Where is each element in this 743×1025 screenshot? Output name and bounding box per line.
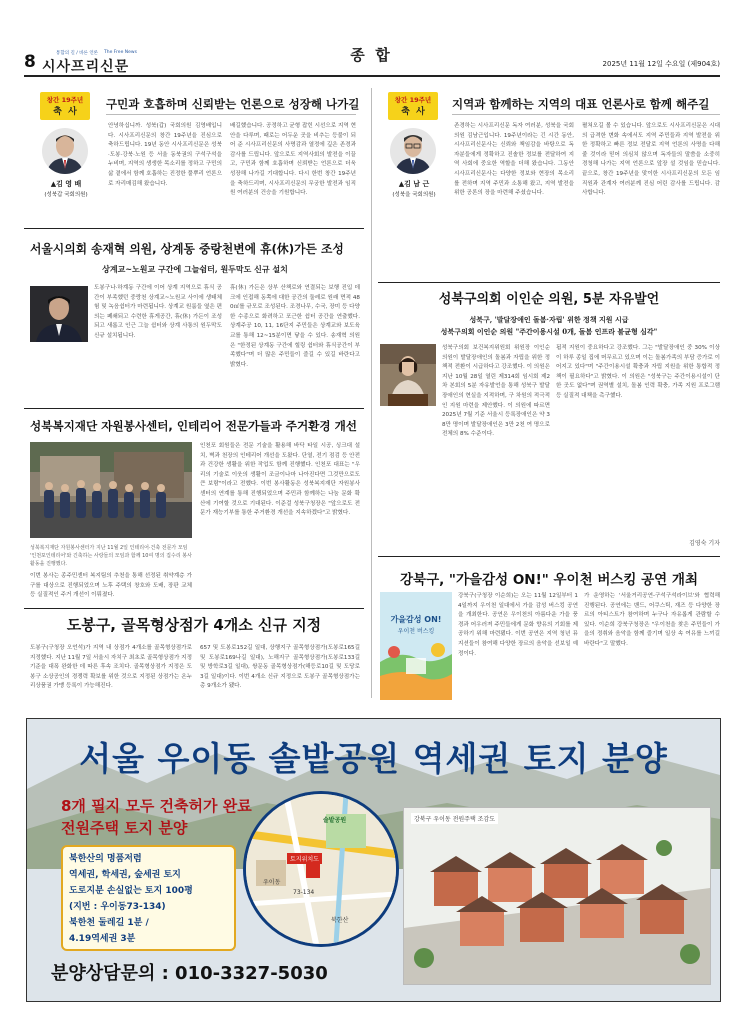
article5-title: 강북구, "가을감성 ON!" 우이천 버스킹 공연 개최 [399, 572, 699, 588]
date-line: 2025년 11월 12일 수요일 (제904호) [602, 60, 720, 68]
article5-col2: 가 운영하는 '서울거리공연-구석구석라이브'와 협력해 진행된다. 공연에는 밴드, 어쿠스틱, 재즈 등 다양한 장르의 아티스트가 참여하며 누구나 자유롭게 관람할 수 있다. 이순희 강북구청장은 "우이천을 찾은 주민들이 가을의 정취와 음악을 함께 즐기며 일상 속 여유를 느끼길 바란다"고 말했다. [584, 593, 720, 647]
person-name-1: ▲김 영 배 [50, 180, 82, 188]
article1-title: 서울시의회 송재혁 의원, 상계동 중랑천변에 휴(休)가든 조성 [30, 242, 344, 256]
page-number: 8 [24, 52, 36, 72]
article5-col1: 강북구(구청장 이순희)는 오는 11월 12일부터 14일까지 우이천 일대에서 가을 감성 버스킹 공연을 개최한다. 공연은 우이천의 아름다운 가을 풍경과 어우러져 주민들에게 문화 향유의 기회를 제공하기 위해 마련됐다. 이번 공연은 지역 청년 뮤지션들이 참여해 다양한 장르의 음악을 선보일 예정이다. [458, 593, 578, 657]
article2-subtitle1: 성북구, '발달장애인 돌봄·자립' 위한 정책 지원 시급 [469, 315, 629, 324]
divider [378, 556, 720, 557]
ad-bullet: 역세권, 학세권, 숲세권 토지 [69, 870, 181, 880]
badge-bottom: 축 사 [53, 107, 77, 117]
article4-col2: 657 및 도봉로152길 일대, 상행지구 골목형상점가(도봉로165길 및 도봉로169나길 일대), 노해지구 골목형상점가(도봉로133길 및 방학로3길 일대), 쌍문동 골목형상점가(해등로10길 및 도당로3길 일대)이다. 이번 4개소 신규 지정으로 도봉구 골목형상점가는 총 9개소가 됐다. [200, 645, 360, 690]
congrats-title-2: 지역과 함께하는 지역의 대표 언론사로 함께 해주길 [452, 97, 710, 111]
ad-bullet: 도로지분 손실없는 토지 100평 [69, 886, 193, 896]
article3-photo [30, 442, 192, 538]
poster-sub: 우이천 버스킹 [397, 628, 435, 635]
article2-col2: 됩적 지원이 중요하다고 강조했다. 그는 "발달장애인 중 30% 이상이 하루 종일 집에 머무르고 있으며 이는 돌봄가족의 부담 증가로 이어지고 있다"며 "주간이용시설 확충과 자립 지원을 위한 통합적 정책이 필요하다"고 밝혔다. 이 의원은 "성북구는 주간이용시설이 단 한 곳도 없다"며 권역별 설치, 돌봄 인력 확충, 가족 지원 프로그램 등 실질적 대책을 촉구했다. [556, 345, 720, 399]
congrats2-col2: 펼쳐오길 볼 수 있습니다. 앞으로도 시사프리신문은 시대의 급격한 변화 속에서도 지역 주민들과 지역 발전을 위한 정확하고 빠른 정보 전달로 지역 언론의 사명을 다해 줄 것이라 믿어 의심치 않으며 독자들의 말씀을 소중히 경청해 나가는 지역 언론으로 앞장 설 것임을 믿습니다. 끝으로, 창간 19주년을 맞이한 시사프리신문의 모든 임직원과 관계자 여러분께 진심 어린 감사를 드립니다. 감사합니다. [582, 123, 720, 197]
masthead-en: The Free News [104, 50, 137, 55]
article4-col1: 도봉구(구청장 오언석)가 지역 내 상점가 4개소를 골목형상점가로 지정했다. 지난 11월 7일 서울시 자치구 최초로 골목형상점가 지정 기준을 대폭 완화한 데 따른 후속 조치다. 골목형상점가 지정은 도봉구 소상공인의 경쟁력 확보를 위한 것으로 지정된 상점가는 온누리상품권 가맹 등록이 가능해진다. [30, 645, 192, 690]
column-separator [371, 88, 372, 698]
ad-map-tag: 우이동 [263, 879, 281, 886]
ad-render-label: 강북구 우이동 전원주택 조감도 [411, 813, 498, 824]
ad-map-label: 토지위치도 [287, 853, 322, 864]
ad-bullet: 북한천 둘레길 1분 / [69, 918, 149, 928]
ad-line2: 전원주택 토지 분양 [61, 819, 188, 837]
divider [452, 114, 720, 115]
badge-top: 창간 19주년 [46, 96, 84, 104]
section-title: 종 합 [350, 46, 390, 64]
ad-bullet: 4.19역세권 3분 [69, 934, 136, 944]
congrats-badge-1 [40, 92, 90, 120]
ad-bullet-box [61, 845, 236, 951]
ad-map-tag: 솔밭공원 [323, 817, 347, 824]
article3-caption: 성북복지재단 자원봉사센터가 지난 11월 2일 인테리어·건축 전문가 모임 '인천포인테리어'와 긴축하는 사랑들의 모임과 함께 10여 명의 집수리 봉사활동을 진행했다. [30, 545, 192, 567]
ad-map [243, 791, 399, 947]
divider [24, 228, 364, 229]
badge-bottom: 축 사 [401, 107, 425, 117]
ad-title: 서울 우이동 솔밭공원 역세권 토지 분양 [79, 739, 668, 778]
masthead-logo [42, 50, 152, 74]
congrats-title-1: 구민과 호흡하며 신뢰받는 언론으로 성장해 나가길 [106, 97, 360, 111]
article5-poster [380, 592, 452, 700]
divider [24, 408, 364, 409]
article3-title: 성북복지재단 자원봉사센터, 인테리어 전문가들과 주거환경 개선 [30, 419, 357, 433]
article2-title: 성북구의회 이인순 의원, 5분 자유발언 [438, 292, 660, 307]
article3-col1: 이번 봉사는 종주민센터 복지팀의 추천을 통해 선정된 취약계층 가구를 대상으로 진행되었으며 노후 주택의 창호와 도배, 장판 교체 등 실질적인 주거 개선이 이뤄졌다. [30, 573, 192, 599]
ad-line1: 8개 필지 모두 건축허가 완료 [61, 797, 252, 815]
article2-byline: 김영숙 기자 [689, 540, 720, 547]
divider [378, 282, 720, 283]
masthead-title: 시사프리신문 [42, 59, 130, 75]
person-role-2: (성북을 국회의원) [392, 192, 436, 198]
ad-phone: 분양상담문의 : 010-3327-5030 [51, 963, 328, 984]
article3-col2: 인천포 회원들은 전문 기술을 활용해 바닥 타일 시공, 싱크대 설치, 벽과 천장의 인테리어 개선을 도왔다. 단열, 전기 점검 등 안전과 건강한 생활을 위한 작업도 함께 진행했다. 인천포 대표는 "우리의 기술로 이웃의 생활이 조금이나마 나아진다면 그것만으로도 큰 보람"이라고 전했다. 이번 봉사활동은 성북복지재단 자원봉사센터의 연계를 통해 진행되었으며 주민과 함께하는 나눔 문화 확산에 기여할 것으로 기대된다. 이준걸 성북구청장은 "앞으로도 전문가 재능기부를 통한 주거환경 개선을 지속하겠다"고 밝혔다. [200, 443, 360, 517]
article1-photo [30, 286, 88, 342]
article1-col1: 도봉구나·하계동 구간에 이어 상계 지역으로 휴식 공간이 부족했던 중랑천 상계교~노원교 사이에 생태체험 및 녹음쉼터가 마련됩니다. 상계교 원룸들 옆은 편의는 폐쇄되고 수련한 휴게공간, 휴(休) 가든이 조성되고 새롭고 인근 그늘 쉼터와 상계 사통의 원두막도 신규 설치됩니다. [94, 285, 222, 339]
portrait-kim-namgeun [390, 128, 436, 174]
divider [106, 114, 356, 115]
congrats1-col2: 배길했습니다. 공정하고 균형 잡힌 시선으로 지역 현안을 다루며, 때로는 어두운 곳을 비추는 등불이 되어 준 시사프리신문의 사명감과 열정에 깊은 존경과 감사를 드립니다. 앞으로도 지역사회의 발전을 이끌고, 구민과 함께 호흡하며 신뢰받는 언론으로 더욱 성장해 나가길 기대합니다. 다시 한번 창간 19주년을 축하드리며, 시사프리신문의 무궁한 발전과 임직원 여러분의 건승을 기원합니다. [230, 123, 356, 197]
ad-map-tag: 북한산 [331, 917, 349, 924]
ad-bullet: 북한산의 명품저렴 [69, 854, 142, 864]
article2-subtitle2: 성북구의회 이인순 의원 "주간이용시설 0개, 돌봄 인프라 불균형 심각" [440, 327, 658, 336]
portrait-kim-youngbae [42, 128, 88, 174]
congrats2-col1: 존경하는 시사프리신문 독자 여러분, 성북을 국회의원 김남근입니다. 19주년이라는 긴 시간 동안, 시사프리신문사는 신뢰와 책임감을 바탕으로 독자분들에게 정확하고 진솔한 정보를 전달하여 지역 사회에 중요한 역할을 더해 왔습니다. 그동안 시사프리신문사는 다양한 정보와 현장의 목소리를 전하며 지역 주민과 소통해 왔고, 지역 발전을 위한 공론의 장을 마련해 주셨습니다. [454, 123, 574, 197]
real-estate-ad [26, 718, 721, 1002]
ad-map-tag: 73-134 [293, 889, 315, 896]
masthead-tag: 통합의 길 / 바른 언론 [56, 51, 99, 56]
ad-bullet: (지번 : 우이동73-134) [69, 902, 166, 912]
article1-col2: 휴(休) 가든은 상부 산책로와 연결되는 보행 진입 데크에 인접해 동쪽에 대한 공간의 둘레로 원래 면적 480㎡를 규모로 조성된다. 조경나무, 수국, 장미 등 다양한 수종으로 화려하고 포근한 쉼터 공간을 연출했다. 상계주공 10, 11, 16단지 주민들은 상계교와 보도육교를 통해 12~15분이면 닿을 수 있다. 송재혁 의원은 "한정된 상계동 구간에 힐링 쉼터와 휴식공간이 부족했다"며 더 많은 주민들이 즐길 수 있길 바란다고 밝혔다. [230, 285, 360, 368]
article2-col1: 성북구의회 보건복지위원회 위원장 이인순 의원이 발달장애인의 돌봄과 자립을 위한 정책적 전환이 시급하다고 강조했다. 이 의원은 지난 10월 28일 열린 제314회 임시회 제2차 본회의 5분 자유발언을 통해 성북구 발달장애인의 현실을 지적하며, 구 차원의 적극적인 지원 마련을 제안했다. 이 의원에 따르면 2025년 7월 기준 서울시 등록장애인은 약 38만 명이며 발달장애인은 3만 2천 여 명으로 전체의 8% 수준이다. [442, 345, 550, 438]
congrats-badge-2 [388, 92, 438, 120]
article4-title: 도봉구, 골목형상점가 4개소 신규 지정 [66, 616, 322, 634]
header-rule [24, 75, 720, 77]
ad-rendering [403, 807, 711, 985]
person-name-2: ▲김 남 근 [398, 180, 430, 188]
poster-title: 가을감성 ON! [390, 615, 442, 624]
congrats1-col1: 안녕하십니까. 성북(갑) 국회의원 김영배입니다. 시사프리신문의 창간 19주년을 진심으로 축하드립니다. 19년 동안 시사프리신문은 성북·도봉·강북·노원 등 서울 동북권의 구석구석을 누비며, 지역의 생생한 목소리를 정하고 구민의 삶 곁에서 함께 호흡하는 진정한 풀뿌리 언론으로 자리매김해 왔습니다. [108, 123, 222, 187]
badge-top: 창간 19주년 [394, 96, 432, 104]
person-role-1: (성북갑 국회의원) [44, 192, 88, 198]
divider [24, 608, 364, 609]
article1-subtitle: 상계교~노원교 구간에 그늘쉼터, 원두막도 신규 설치 [102, 264, 288, 274]
